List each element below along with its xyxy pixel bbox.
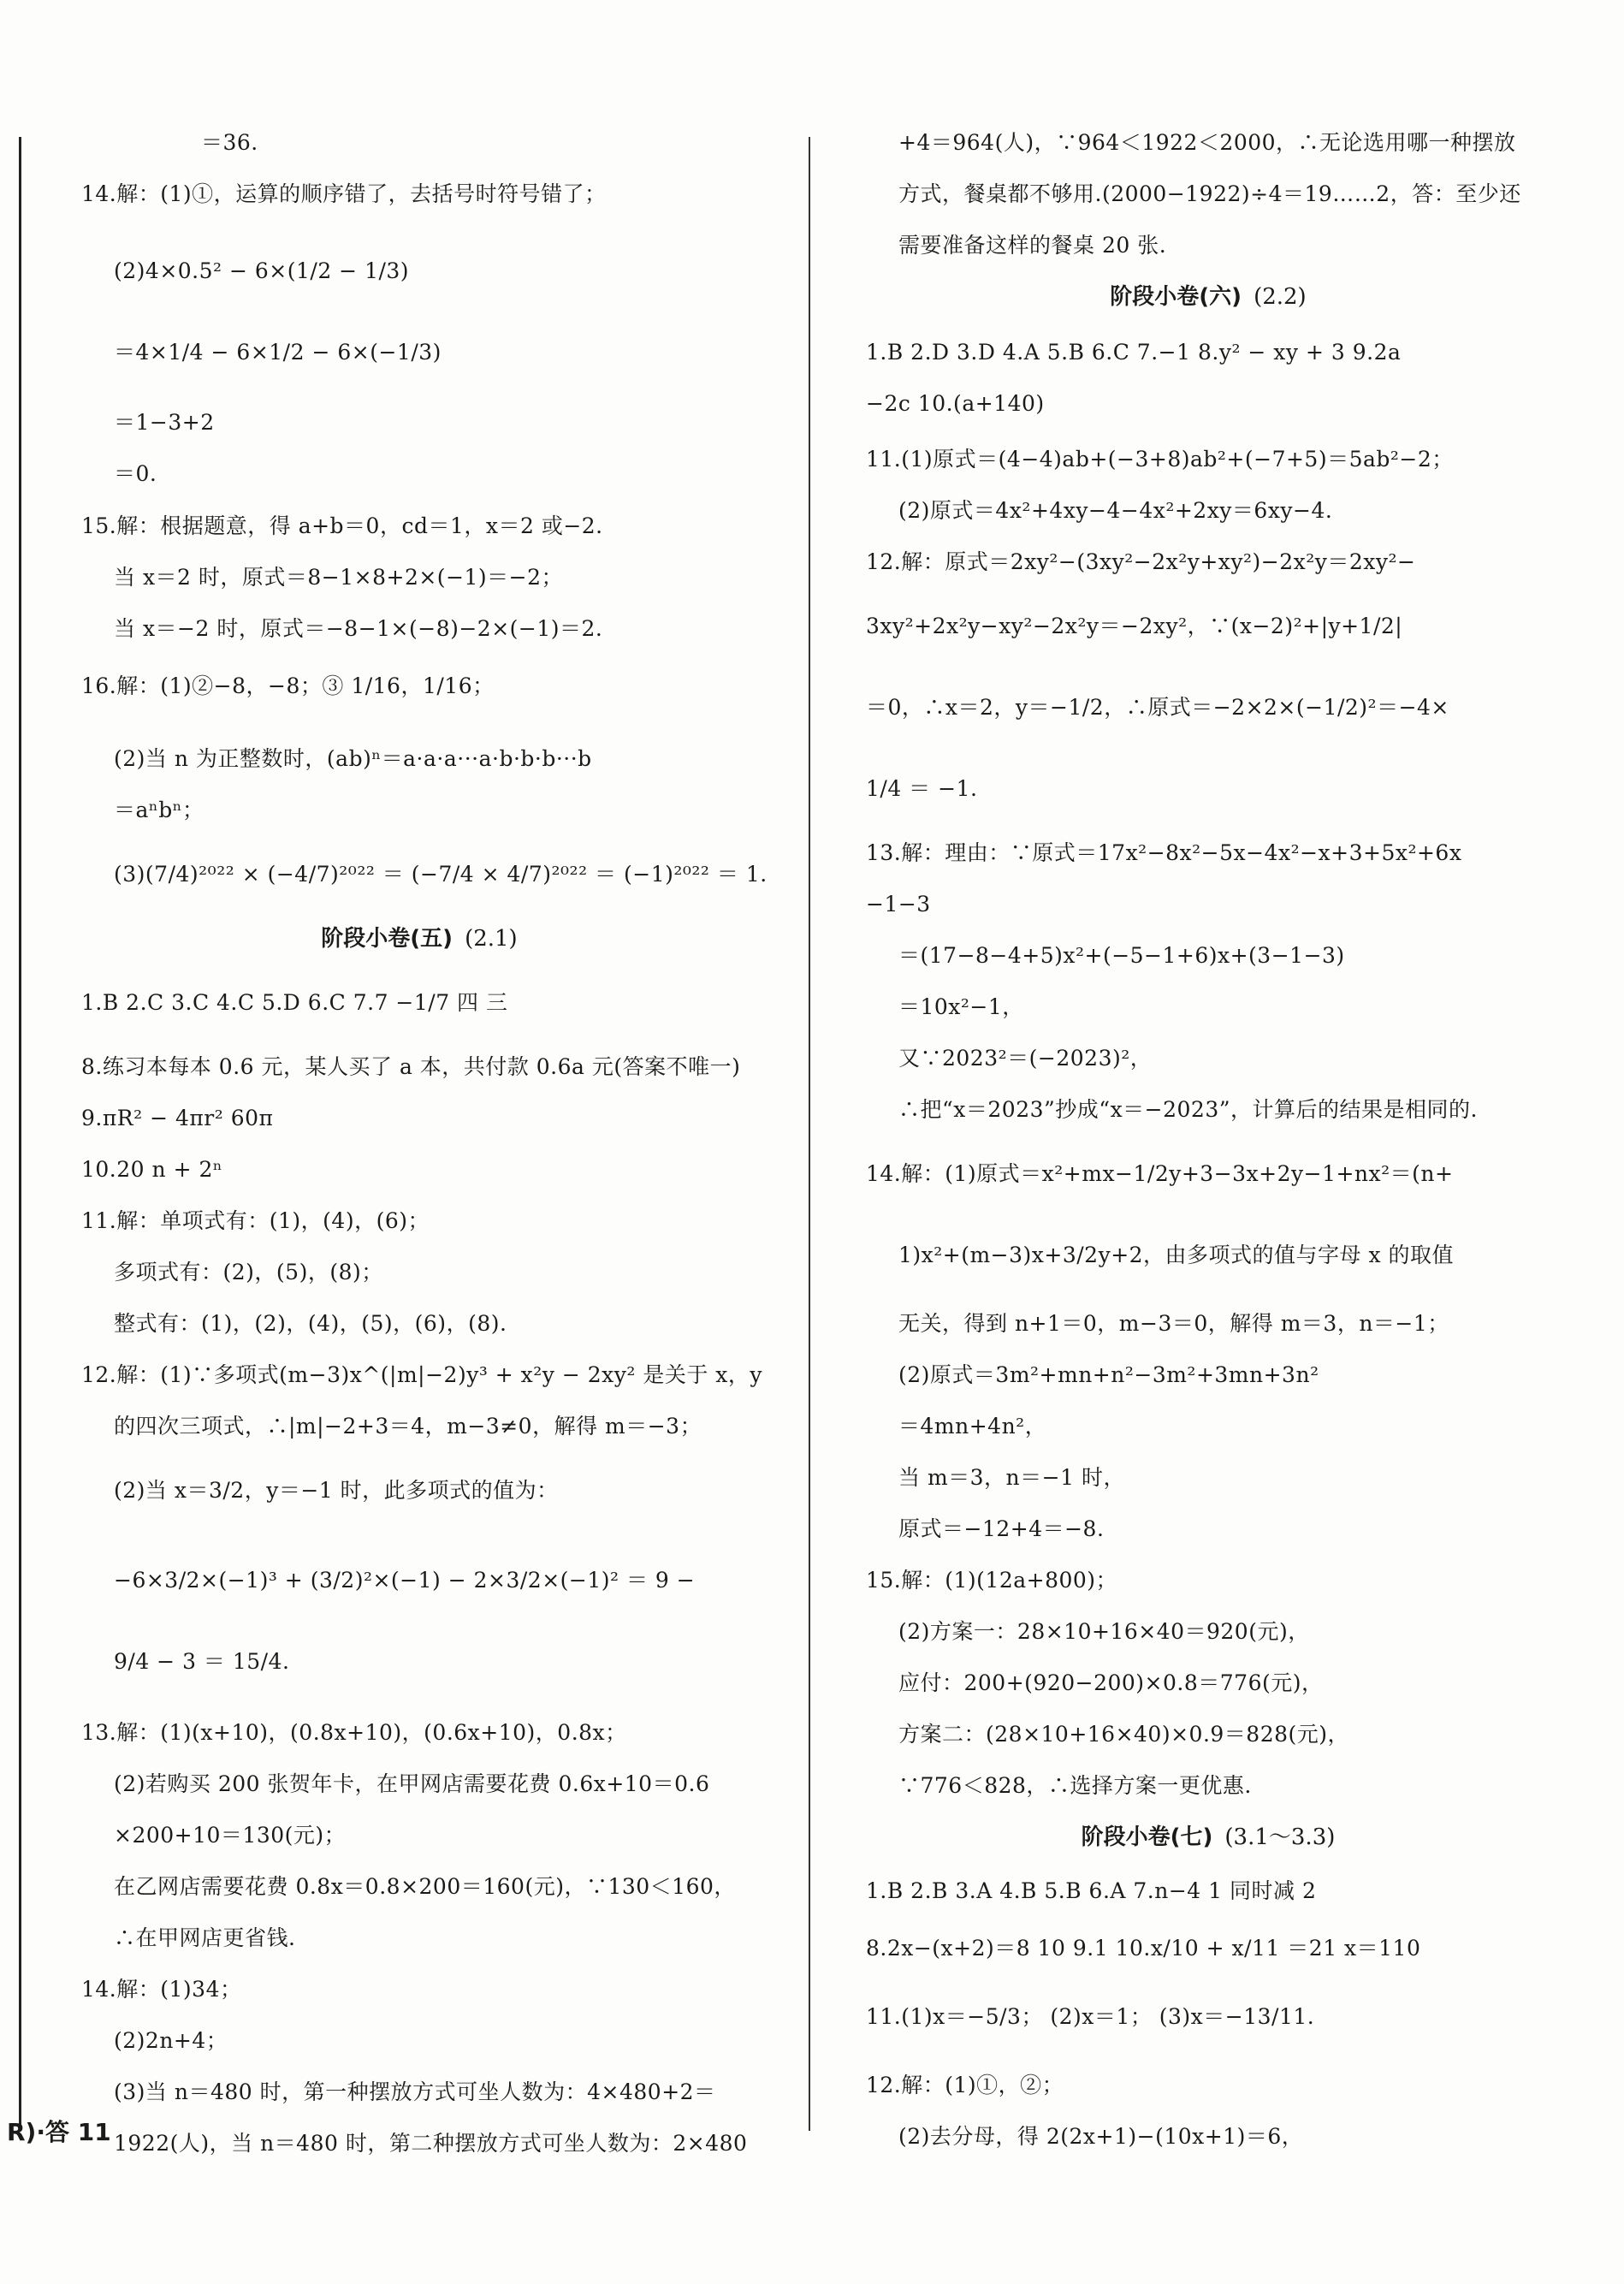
answer-line: 1/4 ＝ −1. [866, 776, 978, 801]
answer-line: 14.解：(1)①，运算的顺序错了，去括号时符号错了； [81, 181, 607, 206]
answer-line: 9.πR² − 4πr² 60π [81, 1106, 274, 1130]
answer-line: (2)原式＝4x²+4xy−4−4x²+2xy＝6xy−4. [898, 498, 1333, 523]
answer-line: 1.B 2.D 3.D 4.A 5.B 6.C 7.−1 8.y² − xy + 3 9.2a [866, 340, 1402, 365]
answer-line: 15.解：根据题意，得 a+b＝0，cd＝1，x＝2 或−2. [81, 513, 603, 538]
answer-line: ∴在甲网店更省钱. [114, 1925, 296, 1950]
column-divider [809, 137, 810, 2131]
answer-line: 12.解：(1)①，②； [866, 2073, 1064, 2097]
section-title-5: 阶段小卷(五) (2.1) [321, 926, 518, 952]
answer-line: 原式＝−12+4＝−8. [898, 1516, 1105, 1541]
answer-line: ＝10x²−1， [898, 994, 1024, 1019]
answer-line: −1−3 [866, 892, 931, 917]
answer-line: (2)原式＝3m²+mn+n²−3m²+3mn+3n² [898, 1362, 1319, 1387]
section-title-6: 阶段小卷(六) (2.2) [1110, 284, 1307, 310]
answer-line: ＝4×1/4 − 6×1/2 − 6×(−1/3) [114, 340, 442, 365]
answer-line: −2c 10.(a+140) [866, 391, 1045, 416]
answer-line: 13.解：理由：∵原式＝17x²−8x²−5x−4x²−x+3+5x²+6x [866, 840, 1462, 865]
answer-line: 应付：200+(920−200)×0.8＝776(元)， [898, 1670, 1324, 1695]
section-title-7: 阶段小卷(七) (3.1～3.3) [1081, 1824, 1336, 1850]
answer-line: 需要准备这样的餐桌 20 张. [898, 233, 1167, 258]
page-edge-line [19, 137, 21, 2131]
answer-line: 8.2x−(x+2)＝8 10 9.1 10.x/10 + x/11 ＝21 x＝110 [866, 1936, 1421, 1961]
answer-line: ＝aⁿbⁿ； [114, 798, 204, 822]
answer-line: 1)x²+(m−3)x+3/2y+2，由多项式的值与字母 x 的取值 [898, 1243, 1455, 1267]
answer-line: 11.解：单项式有：(1)，(4)，(6)； [81, 1208, 430, 1233]
answer-line: +4＝964(人)，∵964＜1922＜2000，∴无论选用哪一种摆放 [898, 130, 1516, 155]
answer-line: 14.解：(1)原式＝x²+mx−1/2y+3−3x+2y−1+nx²＝(n+ [866, 1161, 1454, 1186]
answer-line: (2)当 n 为正整数时，(ab)ⁿ＝a·a·a···a·b·b·b···b [114, 746, 592, 771]
answer-line: −6×3/2×(−1)³ + (3/2)²×(−1) − 2×3/2×(−1)² ＝ 9 − [114, 1568, 696, 1593]
answer-line: ∵776＜828，∴选择方案一更优惠. [898, 1773, 1252, 1798]
answer-line: (2)去分母，得 2(2x+1)−(10x+1)＝6， [898, 2124, 1304, 2149]
answer-line: 又∵2023²＝(−2023)²， [898, 1046, 1153, 1071]
answer-line: 整式有：(1)，(2)，(4)，(5)，(6)，(8). [114, 1311, 507, 1336]
answer-line: (2)当 x＝3/2，y＝−1 时，此多项式的值为： [114, 1478, 559, 1503]
answer-line: 11.(1)原式＝(4−4)ab+(−3+8)ab²+(−7+5)＝5ab²−2； [866, 447, 1454, 472]
answer-line: 13.解：(1)(x+10)，(0.8x+10)，(0.6x+10)，0.8x； [81, 1720, 627, 1745]
answer-line: 方式，餐桌都不够用.(2000−1922)÷4＝19……2，答：至少还 [898, 181, 1521, 206]
answer-line: ＝1−3+2 [114, 410, 215, 435]
answer-line: 无关，得到 n+1＝0，m−3＝0，解得 m＝3，n＝−1； [898, 1311, 1449, 1336]
answer-line: 12.解：(1)∵多项式(m−3)x^(|m|−2)y³ + x²y − 2xy² 是关于 x，y [81, 1362, 763, 1387]
answer-line: ∴把“x＝2023”抄成“x＝−2023”，计算后的结果是相同的. [898, 1097, 1478, 1122]
answer-line: 的四次三项式，∴|m|−2+3＝4，m−3≠0，解得 m＝−3； [114, 1414, 702, 1439]
answer-line: 12.解：原式＝2xy²−(3xy²−2x²y+xy²)−2x²y＝2xy²− [866, 549, 1416, 574]
answer-line: 14.解：(1)34； [81, 1977, 242, 2002]
answer-line: (3)当 n＝480 时，第一种摆放方式可坐人数为：4×480+2＝ [114, 2079, 716, 2104]
answer-line: ＝(17−8−4+5)x²+(−5−1+6)x+(3−1−3) [898, 943, 1345, 968]
answer-line: 9/4 − 3 ＝ 15/4. [114, 1649, 290, 1674]
answer-line: 当 m＝3，n＝−1 时， [898, 1465, 1125, 1490]
answer-line: 1.B 2.C 3.C 4.C 5.D 6.C 7.7 −1/7 四 三 [81, 990, 508, 1015]
answer-line: ＝4mn+4n²， [898, 1414, 1047, 1439]
answer-line: 11.(1)x＝−5/3； (2)x＝1； (3)x＝−13/11. [866, 2004, 1315, 2029]
answer-line: 1.B 2.B 3.A 4.B 5.B 6.A 7.n−4 1 同时减 2 [866, 1878, 1317, 1903]
answer-line: (2)4×0.5² − 6×(1/2 − 1/3) [114, 258, 410, 283]
answer-line: (2)若购买 200 张贺年卡，在甲网店需要花费 0.6x+10＝0.6 [114, 1771, 710, 1796]
answer-line: 15.解：(1)(12a+800)； [866, 1568, 1118, 1593]
page-footer: R)·答 11 [7, 2118, 111, 2146]
answer-line: 当 x＝−2 时，原式＝−8−1×(−8)−2×(−1)＝2. [114, 616, 603, 641]
answer-line: 当 x＝2 时，原式＝8−1×8+2×(−1)＝−2； [114, 565, 564, 590]
answer-line: ＝0，∴x＝2，y＝−1/2，∴原式＝−2×2×(−1/2)²＝−4× [866, 695, 1449, 720]
answer-line: 10.20 n + 2ⁿ [81, 1157, 223, 1182]
answer-line: 8.练习本每本 0.6 元，某人买了 a 本，共付款 0.6a 元(答案不唯一) [81, 1054, 741, 1079]
answer-line: ×200+10＝130(元)； [114, 1823, 347, 1848]
answer-line: (2)2n+4； [114, 2028, 228, 2053]
answer-line: 3xy²+2x²y−xy²−2x²y＝−2xy²，∵(x−2)²+|y+1/2| [866, 614, 1403, 638]
answer-line: 多项式有：(2)，(5)，(8)； [114, 1260, 383, 1284]
answer-line: ＝0. [114, 461, 157, 486]
answer-line: 在乙网店需要花费 0.8x＝0.8×200＝160(元)，∵130＜160， [114, 1874, 736, 1899]
answer-line: 16.解：(1)②−8，−8；③ 1/16，1/16； [81, 673, 495, 698]
answer-line: (3)(7/4)²⁰²² × (−4/7)²⁰²² ＝ (−7/4 × 4/7)²⁰²² ＝ (−1)²⁰²² ＝ 1. [114, 862, 768, 887]
answer-line: 1922(人)，当 n＝480 时，第二种摆放方式可坐人数为：2×480 [114, 2131, 748, 2156]
answer-line: ＝36. [201, 130, 258, 155]
answer-line: (2)方案一：28×10+16×40＝920(元)， [898, 1619, 1310, 1644]
answer-line: 方案二：(28×10+16×40)×0.9＝828(元)， [898, 1722, 1350, 1747]
